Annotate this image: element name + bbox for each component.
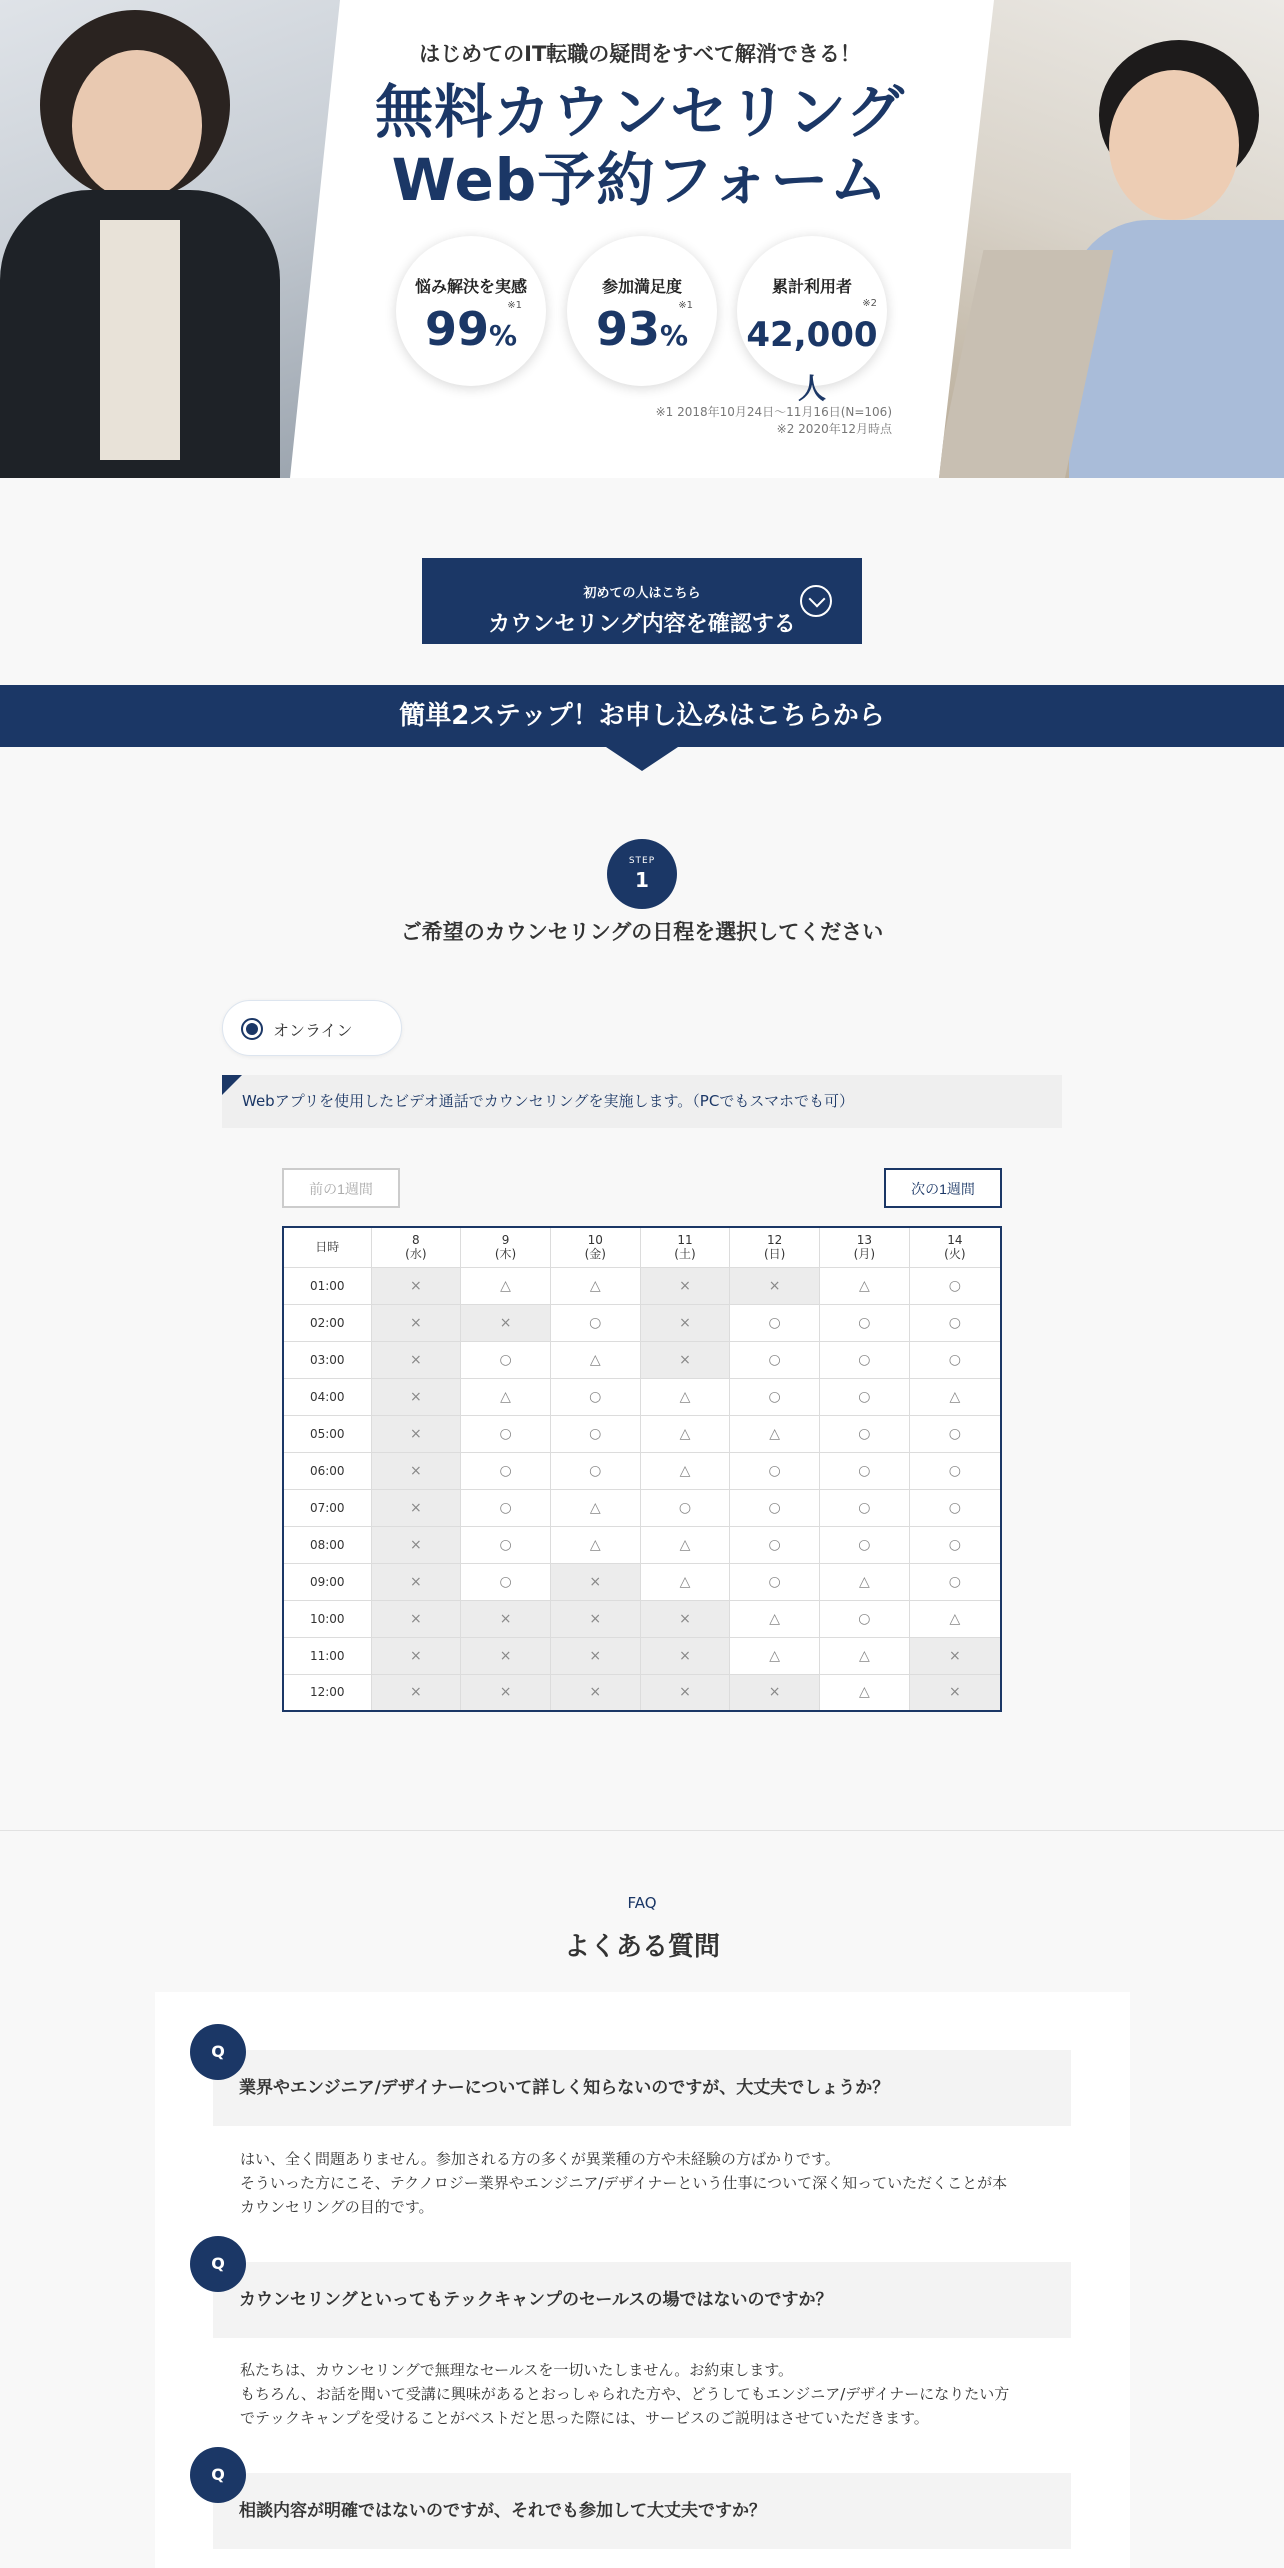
slot-available[interactable]: △ [461,1378,551,1415]
time-label: 12:00 [283,1674,371,1711]
schedule-header-row [283,1227,1001,1267]
stat-value: 42,000人 [746,315,878,405]
slot-available[interactable]: △ [461,1267,551,1304]
slot-available[interactable]: ○ [909,1304,1001,1341]
day-date: 14 [947,1233,963,1248]
q-badge-icon: Q [190,2236,246,2292]
slot-available[interactable]: ○ [820,1415,910,1452]
slot-available[interactable]: ○ [909,1341,1001,1378]
faq-question-1[interactable]: 業界やエンジニア/デザイナーについて詳しく知らないのですが、大丈夫でしょうか？ [213,2050,1071,2126]
check-counseling-button[interactable] [422,558,862,644]
day-date: 8 [412,1233,420,1248]
hero-footnotes [656,404,892,438]
slot-available[interactable]: △ [820,1637,910,1674]
time-label: 06:00 [283,1452,371,1489]
stat-badge-users [737,236,887,405]
faq-answer-1 [240,2147,1040,2219]
slot-available[interactable]: ○ [820,1378,910,1415]
footnote-1: ※1 2018年10月24日〜11月16日(N=106) [655,405,892,419]
stat-label: 悩み解決を実感 [414,277,527,296]
day-of-week: (金) [584,1247,606,1262]
time-label: 03:00 [283,1341,371,1378]
slot-available[interactable]: ○ [820,1600,910,1637]
slot-available[interactable]: △ [640,1563,730,1600]
slot-available[interactable]: △ [640,1452,730,1489]
corner-header: 日時 [283,1227,371,1267]
day-header [820,1227,910,1267]
day-of-week: (月) [853,1247,876,1262]
time-label: 07:00 [283,1489,371,1526]
slot-available[interactable]: ○ [909,1415,1001,1452]
day-header [371,1227,461,1267]
slot-available[interactable]: ○ [461,1526,551,1563]
slot-unavailable: × [640,1600,730,1637]
cta-main-label: カウンセリング内容を確認する [488,611,796,636]
schedule-row [283,1267,1001,1304]
slot-unavailable: × [371,1267,461,1304]
slot-available[interactable]: △ [550,1526,640,1563]
slot-unavailable: × [730,1267,820,1304]
online-radio-label: オンライン [273,1021,353,1040]
slot-available[interactable]: △ [820,1267,910,1304]
hero-lead: はじめてのIT転職の疑問をすべて解消できる！ [419,42,861,66]
hero-title-line1: 無料カウンセリング [375,78,905,146]
slot-available[interactable]: △ [550,1267,640,1304]
schedule-row [283,1452,1001,1489]
stat-value: 93% [595,302,689,356]
slot-unavailable: × [371,1415,461,1452]
slot-available[interactable]: ○ [820,1341,910,1378]
slot-available[interactable]: ○ [730,1452,820,1489]
slot-available[interactable]: ○ [461,1415,551,1452]
online-info-box [222,1075,1062,1128]
slot-available[interactable]: △ [550,1341,640,1378]
step-number: 1 [635,868,649,892]
day-of-week: (土) [674,1247,696,1262]
slot-available[interactable]: ○ [461,1452,551,1489]
slot-available[interactable]: △ [640,1378,730,1415]
time-label: 01:00 [283,1267,371,1304]
slot-available[interactable]: △ [730,1415,820,1452]
slot-available[interactable]: △ [909,1378,1001,1415]
schedule-row [283,1637,1001,1674]
slot-unavailable: × [550,1637,640,1674]
slot-available[interactable]: ○ [730,1563,820,1600]
slot-unavailable: × [730,1674,820,1711]
day-of-week: (木) [494,1247,517,1262]
stat-label: 累計利用者 [771,277,852,296]
slot-available[interactable]: ○ [461,1563,551,1600]
slot-unavailable: × [371,1304,461,1341]
schedule-row [283,1674,1001,1711]
schedule-row [283,1378,1001,1415]
day-date: 9 [501,1233,510,1248]
slot-unavailable: × [371,1600,461,1637]
schedule-row [283,1563,1001,1600]
schedule-row [283,1304,1001,1341]
slot-available[interactable]: ○ [730,1526,820,1563]
slot-available[interactable]: ○ [550,1378,640,1415]
time-label: 11:00 [283,1637,371,1674]
stat-footnote-mark: ※1 [678,300,693,311]
slot-available[interactable]: △ [820,1674,910,1711]
slot-unavailable: × [640,1341,730,1378]
slot-unavailable: × [371,1637,461,1674]
time-label: 09:00 [283,1563,371,1600]
slot-available[interactable]: △ [730,1637,820,1674]
time-label: 05:00 [283,1415,371,1452]
slot-available[interactable]: ○ [909,1267,1001,1304]
day-date: 11 [677,1233,693,1248]
day-of-week: (火) [944,1247,966,1262]
slot-available[interactable]: ○ [550,1304,640,1341]
stat-value: 99% [424,302,518,356]
day-date: 10 [587,1233,603,1248]
slot-unavailable: × [371,1452,461,1489]
next-week-button[interactable]: 次の1週間 [884,1168,1002,1208]
slot-available[interactable]: ○ [909,1563,1001,1600]
slot-unavailable: × [461,1304,551,1341]
radio-selected-icon [241,1018,263,1040]
stat-label: 参加満足度 [601,277,682,296]
day-header [909,1227,1001,1267]
steps-banner: 簡単2ステップ！お申し込みはこちらから [0,685,1284,747]
online-info-text: Webアプリを使用したビデオ通話でカウンセリングを実施します。（PCでもスマホでも可） [242,1092,855,1110]
slot-unavailable: × [909,1674,1001,1711]
time-label: 04:00 [283,1378,371,1415]
slot-available[interactable]: ○ [550,1452,640,1489]
schedule-row [283,1600,1001,1637]
faq-question-3[interactable]: 相談内容が明確ではないのですが、それでも参加して大丈夫ですか？ [213,2473,1071,2549]
slot-available[interactable]: △ [550,1489,640,1526]
chevron-down-icon [800,585,832,617]
answer-line: でテックキャンプを受けることがベストだと思った際には、サービスのご説明はさせていただきます。 [240,2409,929,2427]
slot-available[interactable]: ○ [909,1489,1001,1526]
slot-unavailable: × [640,1637,730,1674]
slot-available[interactable]: ○ [820,1526,910,1563]
slot-available[interactable]: ○ [730,1489,820,1526]
slot-available[interactable]: ○ [909,1452,1001,1489]
slot-unavailable: × [550,1674,640,1711]
slot-unavailable: × [371,1563,461,1600]
corner-triangle-icon [222,1075,242,1095]
hero-title-line2: Web予約フォーム [391,146,889,214]
slot-available[interactable]: ○ [461,1489,551,1526]
day-date: 12 [767,1233,783,1248]
slot-available[interactable]: ○ [820,1452,910,1489]
online-radio[interactable] [222,1000,402,1056]
faq-question-2[interactable]: カウンセリングといってもテックキャンプのセールスの場ではないのですか？ [213,2262,1071,2338]
hero-section [0,0,1284,478]
prev-week-button[interactable]: 前の1週間 [282,1168,400,1208]
slot-unavailable: × [461,1600,551,1637]
day-header [461,1227,551,1267]
answer-line: そういった方にこそ、テクノロジー業界やエンジニア/デザイナーという仕事について深く知っていただくことが本 [240,2174,1008,2192]
day-of-week: (日) [763,1247,786,1262]
stat-footnote-mark: ※2 [862,298,877,309]
time-label: 02:00 [283,1304,371,1341]
slot-unavailable: × [371,1489,461,1526]
schedule-row [283,1526,1001,1563]
time-label: 08:00 [283,1526,371,1563]
day-date: 13 [856,1233,872,1248]
hero-photo-woman [0,0,340,478]
hero-photo-man [939,0,1284,478]
slot-available[interactable]: ○ [550,1415,640,1452]
step-title: ご希望のカウンセリングの日程を選択してください [400,920,884,944]
schedule-row [283,1489,1001,1526]
q-badge-icon: Q [190,2024,246,2080]
day-header [640,1227,730,1267]
schedule-row [283,1341,1001,1378]
answer-line: 私たちは、カウンセリングで無理なセールスを一切いたしません。お約束します。 [240,2361,794,2379]
slot-unavailable: × [371,1378,461,1415]
slot-available[interactable]: ○ [820,1489,910,1526]
day-header [550,1227,640,1267]
slot-unavailable: × [640,1674,730,1711]
slot-available[interactable]: △ [730,1600,820,1637]
cta-small-label: 初めての人はこちら [583,585,701,600]
slot-unavailable: × [909,1637,1001,1674]
schedule-row [283,1415,1001,1452]
slot-unavailable: × [371,1341,461,1378]
step-label: STEP [628,856,656,866]
answer-line: はい、全く問題ありません。参加される方の多くが異業種の方や未経験の方ばかりです。 [240,2150,840,2168]
faq-label: FAQ [627,1894,657,1912]
slot-unavailable: × [550,1563,640,1600]
slot-unavailable: × [371,1526,461,1563]
slot-available[interactable]: ○ [909,1526,1001,1563]
slot-available[interactable]: △ [909,1600,1001,1637]
time-label: 10:00 [283,1600,371,1637]
faq-title: よくある質問 [563,1932,720,1962]
slot-available[interactable]: ○ [730,1304,820,1341]
slot-available[interactable]: ○ [461,1341,551,1378]
slot-unavailable: × [371,1674,461,1711]
slot-available[interactable]: △ [820,1563,910,1600]
slot-available[interactable]: △ [640,1415,730,1452]
day-of-week: (水) [405,1247,427,1262]
hero-title [330,78,950,214]
step-badge [607,839,677,909]
slot-available[interactable]: ○ [820,1304,910,1341]
slot-available[interactable]: △ [640,1526,730,1563]
stat-footnote-mark: ※1 [507,300,522,311]
slot-unavailable: × [461,1674,551,1711]
answer-line: カウンセリングの目的です。 [240,2198,434,2216]
banner-arrow-icon [606,747,678,771]
q-badge-icon: Q [190,2447,246,2503]
faq-answer-2 [240,2358,1040,2430]
footnote-2: ※2 2020年12月時点 [776,422,892,436]
slot-available[interactable]: ○ [730,1378,820,1415]
slot-available[interactable]: ○ [730,1341,820,1378]
answer-line: もちろん、お話を聞いて受講に興味があるとおっしゃられた方や、どうしてもエンジニア/デザイナーになりたい方 [240,2385,1010,2403]
slot-unavailable: × [640,1267,730,1304]
slot-unavailable: × [550,1600,640,1637]
day-header [730,1227,820,1267]
schedule-table [282,1226,1002,1712]
slot-unavailable: × [461,1637,551,1674]
slot-available[interactable]: ○ [640,1489,730,1526]
stat-badge-solved [396,236,546,386]
stat-badge-satisfaction [567,236,717,386]
slot-unavailable: × [640,1304,730,1341]
